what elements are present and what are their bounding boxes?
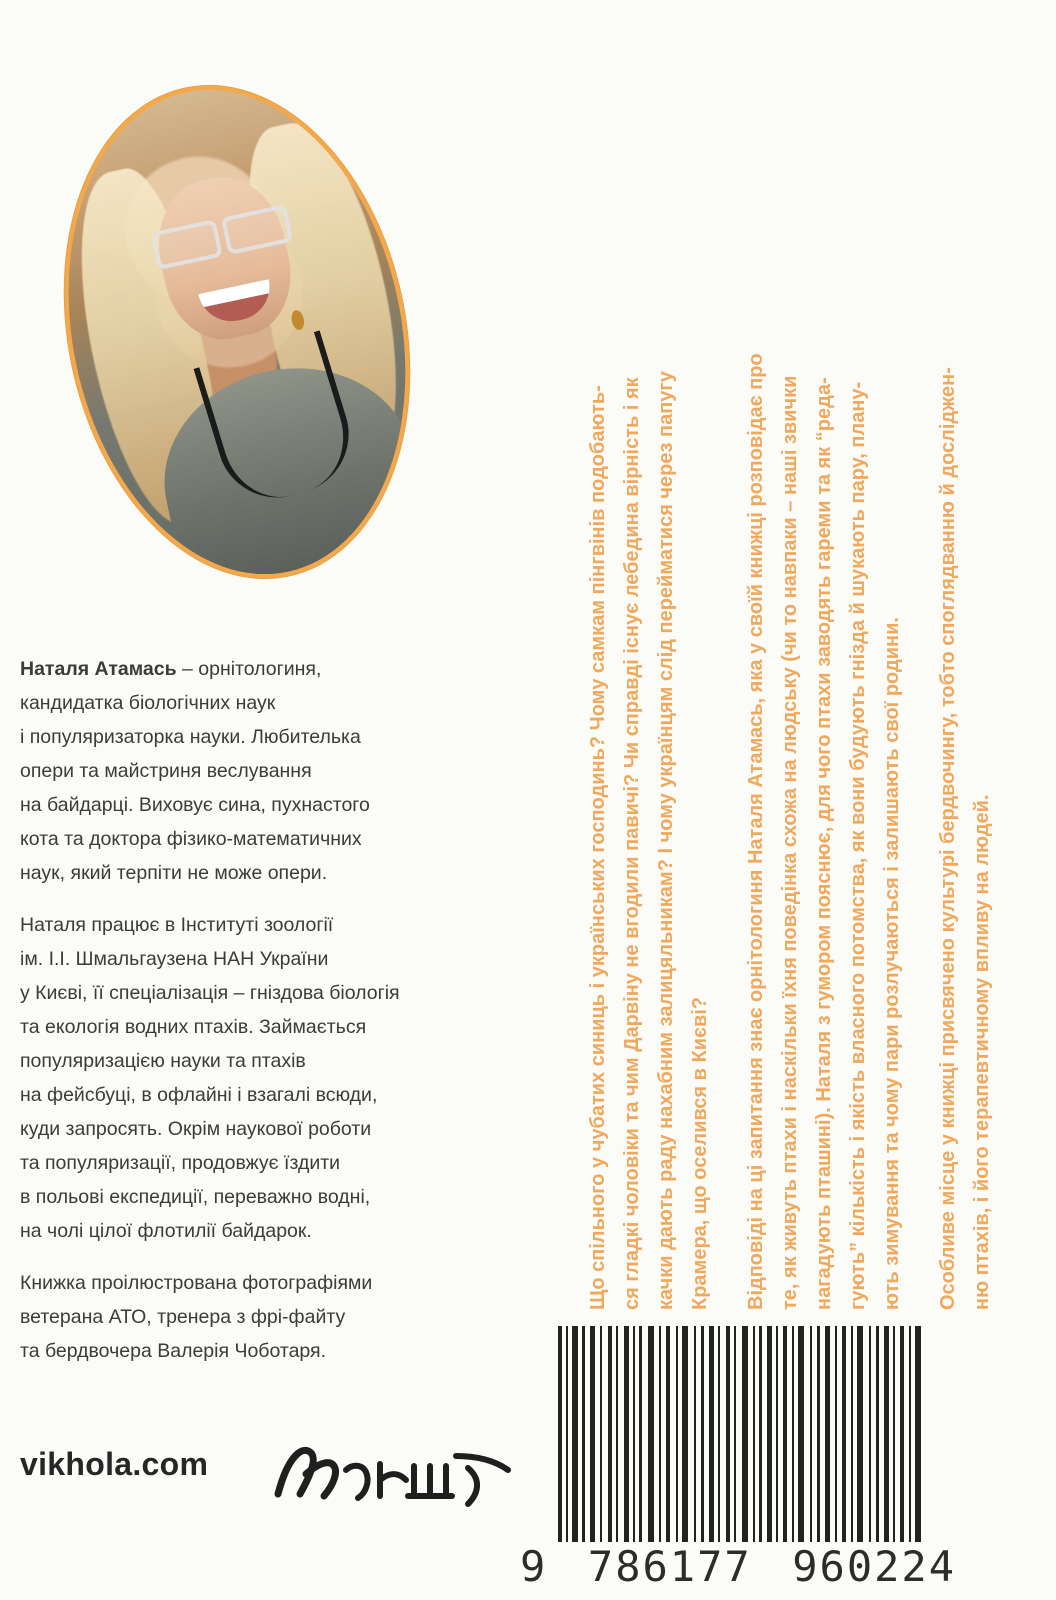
barcode-number-part: 786177 xyxy=(587,1541,752,1591)
author-photo xyxy=(26,58,449,605)
book-description-vertical xyxy=(581,10,1001,1310)
publisher-logo xyxy=(262,1436,522,1514)
barcode-number-part: 9 xyxy=(520,1541,548,1591)
author-paragraph-1 xyxy=(20,618,560,890)
barcode-number xyxy=(520,1538,956,1594)
author-paragraph-1-text: – орнітологиня, кандидатка біологічних наук і популяризаторка науки. Любителька опери та майстриня веслування на байдарці. Виховує сина, пухнастого кота та доктора фізико-математичних наук, який терпіти не може опери. xyxy=(20,658,370,884)
author-bio xyxy=(20,618,560,1386)
author-paragraph-2: Наталя працює в Інституті зоології ім. І.І. Шмальгаузена НАН України у Києві, її спеціалізація – гніздова біологія та екологія водних птахів. Займається популяризацією науки та птахів на фейсбуці, в офлайні і взагалі всюди, куди запросять. Окрім наукової роботи та популяризації, продовжує їздити в польові експедиції, переважно водні, на чолі цілої флотилії байдарок. xyxy=(20,914,400,1242)
author-portrait xyxy=(20,52,455,611)
description-paragraph-2: Відповіді на ці запитання знає орнітологиня Наталя Атамась, яка у своїй книжці розповідає про те, як живуть птахи і наскільки їхня поведінка схожа на людську (чи то навпаки – наші звички нагадують пташині). Наталя з гумором пояснює, для чого птахи заводять гареми та як “реда- гують” кількість і якість власного потомства, як вони будують гнізда й шукають пару, плану- ють зимування та чому пари розлучаються і залишають свої родини. xyxy=(745,353,903,1310)
author-name: Наталя Атамась xyxy=(20,658,177,680)
description-paragraph-3: Особливе місце у книжці присвячено культурі бердвочингу, тобто споглядванню й досліджен- ню птахів, і його терапевтичному впливу на людей. xyxy=(937,367,993,1310)
author-paragraph-3: Книжка проілюстрована фотографіями ветерана АТО, тренера з фрі-файту та бердвочера Валерія Чоботаря. xyxy=(20,1272,373,1362)
barcode-number-part: 960224 xyxy=(792,1541,956,1591)
barcode xyxy=(520,1312,956,1594)
website-link[interactable]: vikhola.com xyxy=(20,1446,209,1482)
description-paragraph-1: Що спільного у чубатих синиць і українських господинь? Чому самкам пінгвінів подобають- ся гладкі чоловіки та чим Дарвіну не вгодили павичі? Чи справді існує лебедина вірність і як качки дають раду нахабним залицяльникам? І чому українцям слід перейматися через папугу Крамера, що оселився в Києві? xyxy=(587,371,711,1310)
